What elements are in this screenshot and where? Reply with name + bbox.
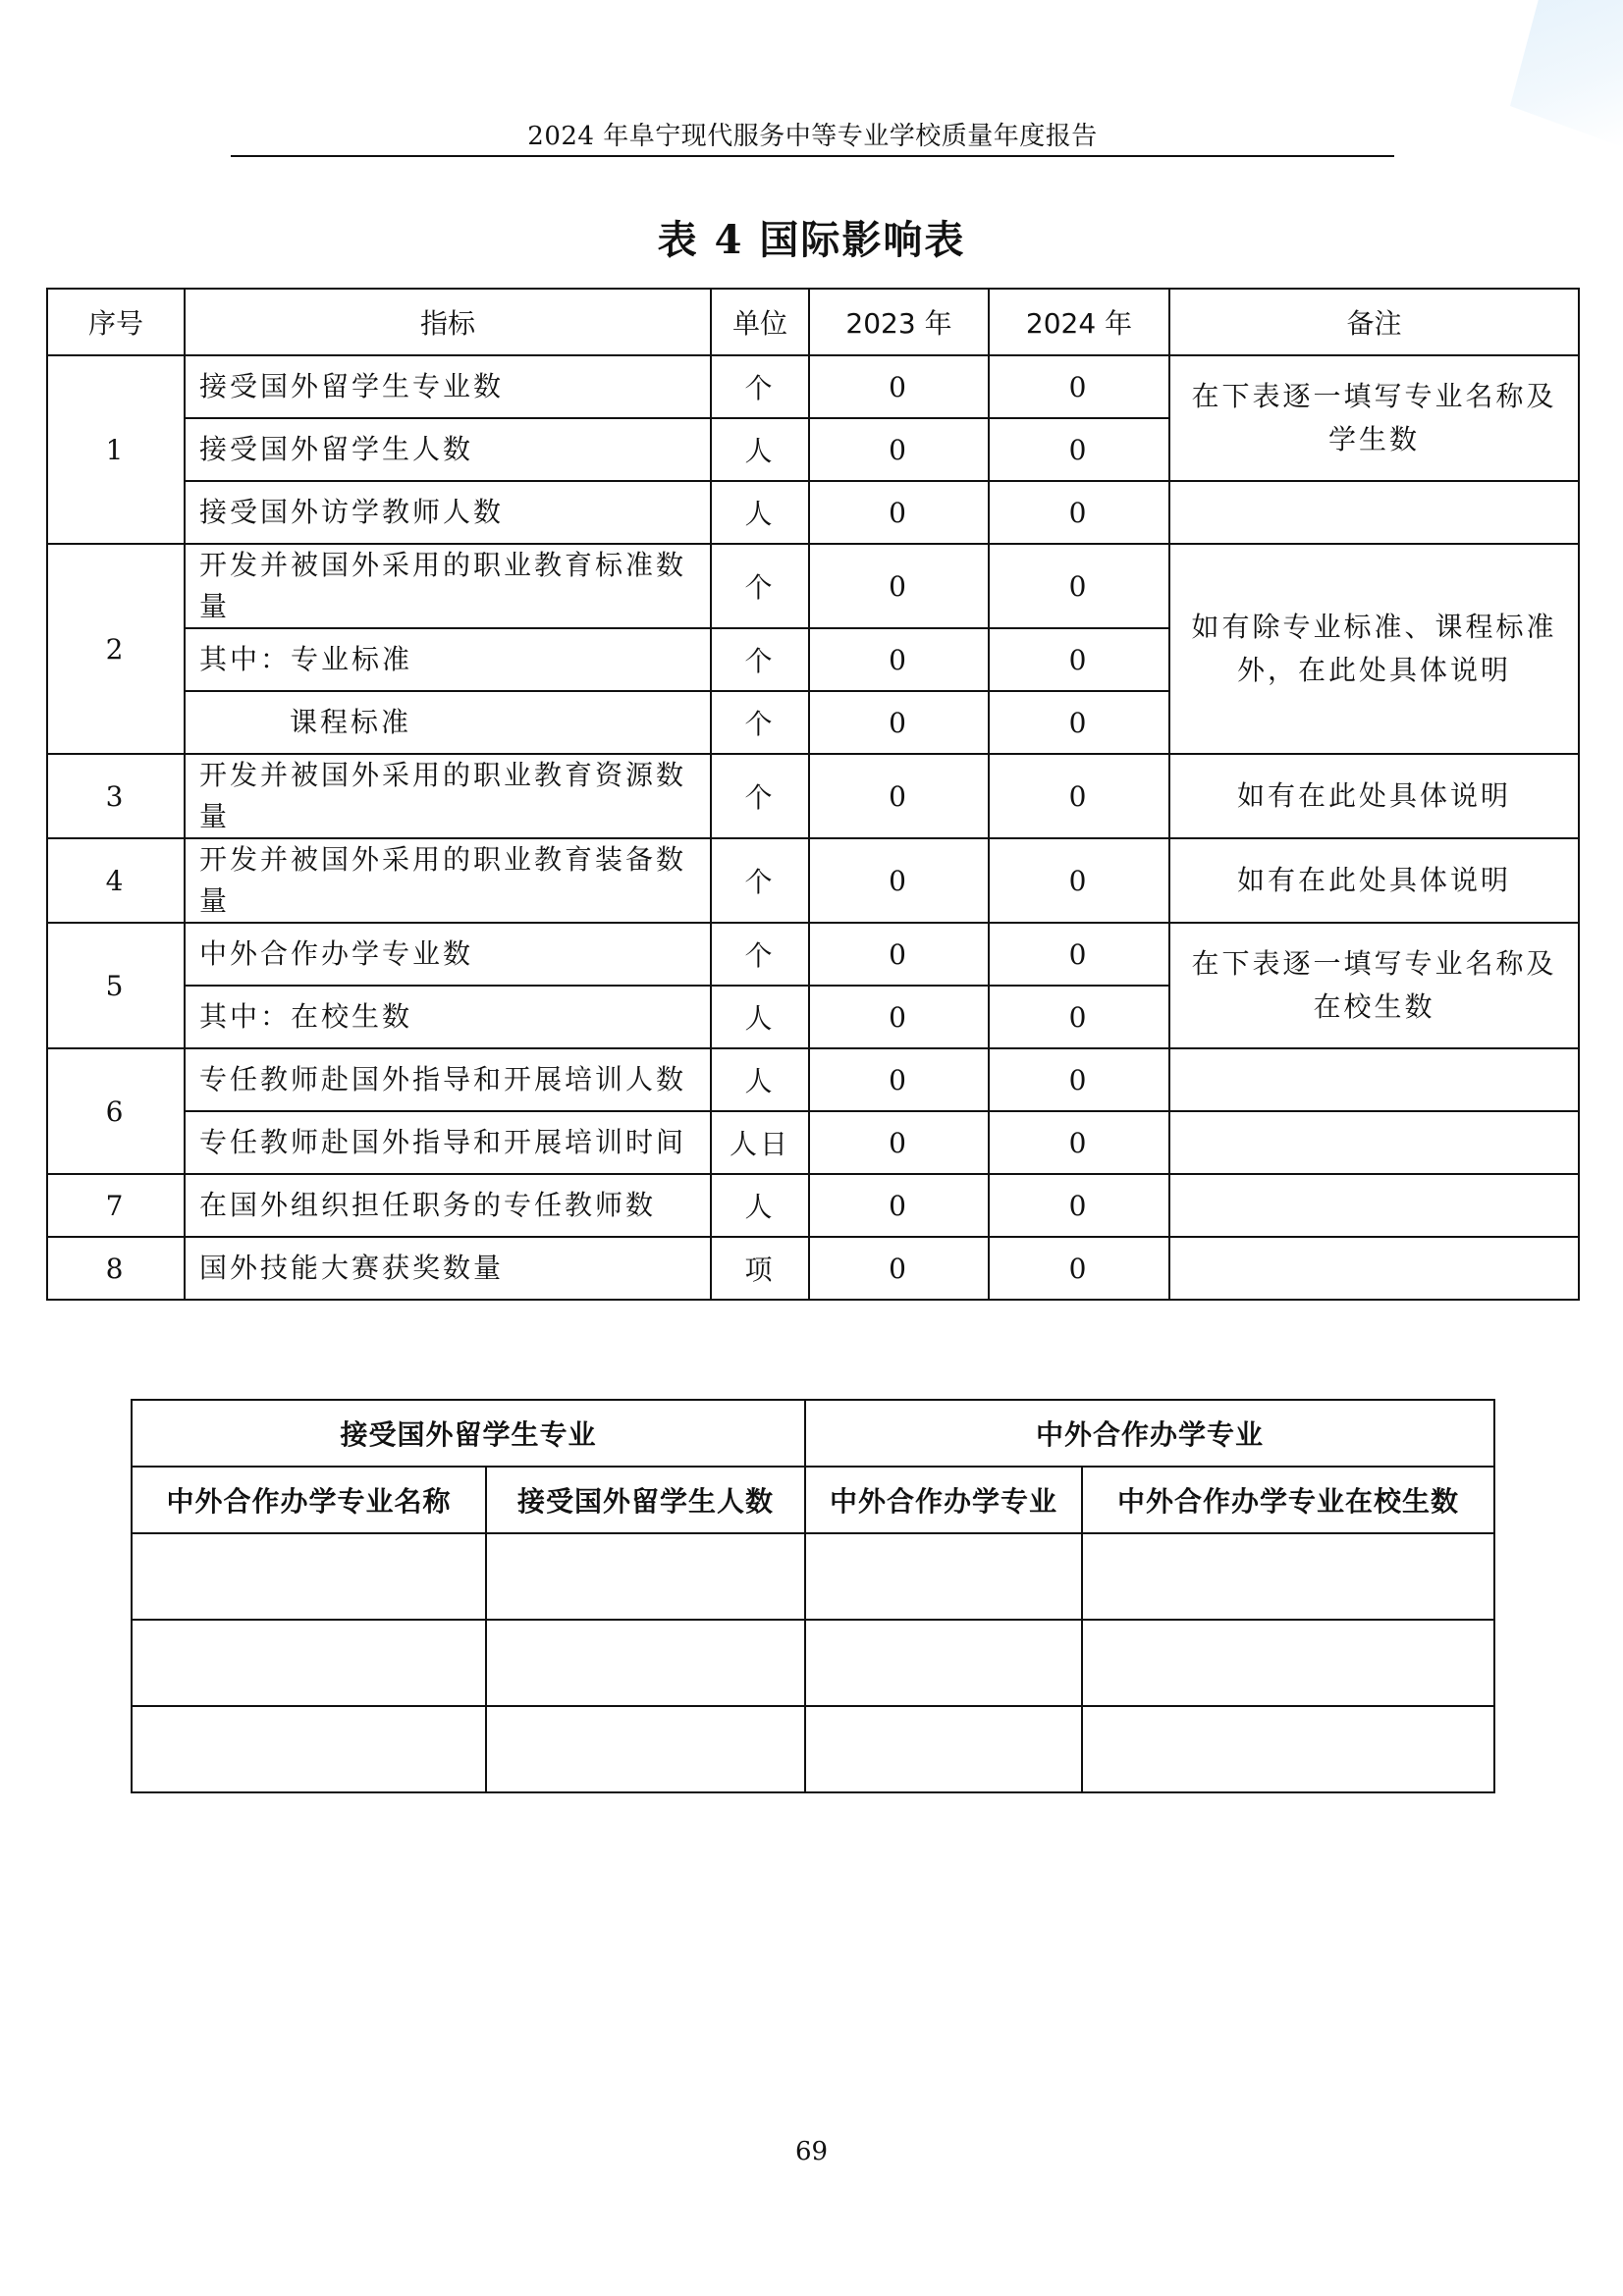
value-2024-cell: 0	[989, 1237, 1169, 1300]
value-2024-cell: 0	[989, 1174, 1169, 1237]
unit-cell: 个	[711, 691, 809, 754]
table-row	[47, 754, 1579, 838]
seq-cell: 1	[47, 355, 185, 544]
empty-table-row	[132, 1620, 1494, 1706]
remark-cell: 如有除专业标准、课程标准外，在此处具体说明	[1169, 544, 1579, 754]
empty-table-row	[132, 1706, 1494, 1792]
value-2023-cell: 0	[809, 986, 989, 1048]
header-indicator: 指标	[185, 289, 711, 355]
indicator-cell: 专任教师赴国外指导和开展培训人数	[185, 1048, 711, 1111]
column-header-row	[132, 1467, 1494, 1533]
seq-cell: 8	[47, 1237, 185, 1300]
unit-cell: 个	[711, 355, 809, 418]
empty-cell	[486, 1533, 805, 1620]
value-2024-cell: 0	[989, 481, 1169, 544]
table-row	[47, 481, 1579, 544]
indicator-cell: 开发并被国外采用的职业教育标准数量	[185, 544, 711, 628]
value-2024-cell: 0	[989, 628, 1169, 691]
unit-cell: 个	[711, 544, 809, 628]
remark-cell: 在下表逐一填写专业名称及学生数	[1169, 355, 1579, 481]
header-row	[47, 289, 1579, 355]
remark-cell: 如有在此处具体说明	[1169, 838, 1579, 923]
indicator-cell: 国外技能大赛获奖数量	[185, 1237, 711, 1300]
table-row	[47, 923, 1579, 986]
table-row	[47, 1174, 1579, 1237]
indicator-cell: 其中：专业标准	[185, 628, 711, 691]
table-row	[47, 544, 1579, 628]
value-2023-cell: 0	[809, 1048, 989, 1111]
value-2024-cell: 0	[989, 544, 1169, 628]
unit-cell: 个	[711, 923, 809, 986]
empty-cell	[132, 1533, 486, 1620]
header-2023: 2023 年	[809, 289, 989, 355]
table-row	[47, 1237, 1579, 1300]
unit-cell: 项	[711, 1237, 809, 1300]
indicator-cell: 接受国外留学生专业数	[185, 355, 711, 418]
empty-cell	[486, 1620, 805, 1706]
empty-cell	[1082, 1706, 1494, 1792]
value-2023-cell: 0	[809, 355, 989, 418]
empty-cell	[805, 1620, 1082, 1706]
empty-cell	[486, 1706, 805, 1792]
unit-cell: 人	[711, 986, 809, 1048]
seq-cell: 5	[47, 923, 185, 1048]
page-number: 69	[794, 2137, 829, 2166]
header-2024: 2024 年	[989, 289, 1169, 355]
indicator-cell: 接受国外访学教师人数	[185, 481, 711, 544]
value-2023-cell: 0	[809, 1174, 989, 1237]
value-2024-cell: 0	[989, 838, 1169, 923]
value-2023-cell: 0	[809, 628, 989, 691]
value-2023-cell: 0	[809, 1111, 989, 1174]
value-2024-cell: 0	[989, 1111, 1169, 1174]
indicator-cell: 接受国外留学生人数	[185, 418, 711, 481]
indicator-cell: 课程标准	[185, 691, 711, 754]
group-header-foreign-students: 接受国外留学生专业	[132, 1400, 805, 1467]
value-2024-cell: 0	[989, 418, 1169, 481]
header-remark: 备注	[1169, 289, 1579, 355]
value-2024-cell: 0	[989, 691, 1169, 754]
header-seq: 序号	[47, 289, 185, 355]
value-2024-cell: 0	[989, 923, 1169, 986]
international-influence-table	[46, 288, 1580, 1301]
remark-cell: 如有在此处具体说明	[1169, 754, 1579, 838]
remark-cell: 在下表逐一填写专业名称及在校生数	[1169, 923, 1579, 1048]
seq-cell: 4	[47, 838, 185, 923]
value-2023-cell: 0	[809, 754, 989, 838]
unit-cell: 个	[711, 628, 809, 691]
value-2023-cell: 0	[809, 544, 989, 628]
column-header: 中外合作办学专业	[805, 1467, 1082, 1533]
unit-cell: 人日	[711, 1111, 809, 1174]
empty-cell	[1082, 1533, 1494, 1620]
empty-cell	[805, 1533, 1082, 1620]
group-header-row	[132, 1400, 1494, 1467]
indicator-cell: 中外合作办学专业数	[185, 923, 711, 986]
value-2023-cell: 0	[809, 1237, 989, 1300]
program-detail-table	[131, 1399, 1495, 1793]
unit-cell: 人	[711, 1048, 809, 1111]
remark-cell-empty	[1169, 1111, 1579, 1174]
table-title: 表 4 国际影响表	[657, 217, 966, 263]
empty-table-row	[132, 1533, 1494, 1620]
seq-cell: 3	[47, 754, 185, 838]
value-2024-cell: 0	[989, 355, 1169, 418]
unit-cell: 人	[711, 481, 809, 544]
indicator-cell: 开发并被国外采用的职业教育装备数量	[185, 838, 711, 923]
seq-cell: 2	[47, 544, 185, 754]
value-2024-cell: 0	[989, 1048, 1169, 1111]
indicator-cell: 在国外组织担任职务的专任教师数	[185, 1174, 711, 1237]
unit-cell: 人	[711, 1174, 809, 1237]
table-row	[47, 1111, 1579, 1174]
empty-cell	[805, 1706, 1082, 1792]
value-2023-cell: 0	[809, 923, 989, 986]
unit-cell: 个	[711, 754, 809, 838]
empty-cell	[132, 1706, 486, 1792]
indicator-cell: 专任教师赴国外指导和开展培训时间	[185, 1111, 711, 1174]
remark-cell-empty	[1169, 1174, 1579, 1237]
table-row	[47, 1048, 1579, 1111]
value-2024-cell: 0	[989, 986, 1169, 1048]
running-header: 2024 年阜宁现代服务中等专业学校质量年度报告	[527, 122, 1098, 151]
value-2023-cell: 0	[809, 691, 989, 754]
empty-cell	[1082, 1620, 1494, 1706]
value-2023-cell: 0	[809, 418, 989, 481]
value-2023-cell: 0	[809, 481, 989, 544]
remark-cell-empty	[1169, 1237, 1579, 1300]
group-header-joint-programs: 中外合作办学专业	[805, 1400, 1494, 1467]
column-header: 接受国外留学生人数	[486, 1467, 805, 1533]
value-2024-cell: 0	[989, 754, 1169, 838]
column-header: 中外合作办学专业名称	[132, 1467, 486, 1533]
seq-cell: 6	[47, 1048, 185, 1174]
indicator-cell: 开发并被国外采用的职业教育资源数量	[185, 754, 711, 838]
empty-cell	[132, 1620, 486, 1706]
unit-cell: 人	[711, 418, 809, 481]
remark-cell-empty	[1169, 1048, 1579, 1111]
corner-decoration	[1510, 0, 1623, 147]
table-row	[47, 355, 1579, 418]
seq-cell: 7	[47, 1174, 185, 1237]
column-header: 中外合作办学专业在校生数	[1082, 1467, 1494, 1533]
value-2023-cell: 0	[809, 838, 989, 923]
table-row	[47, 838, 1579, 923]
header-rule	[231, 155, 1394, 157]
header-unit: 单位	[711, 289, 809, 355]
indicator-cell: 其中：在校生数	[185, 986, 711, 1048]
unit-cell: 个	[711, 838, 809, 923]
remark-cell-empty	[1169, 481, 1579, 544]
